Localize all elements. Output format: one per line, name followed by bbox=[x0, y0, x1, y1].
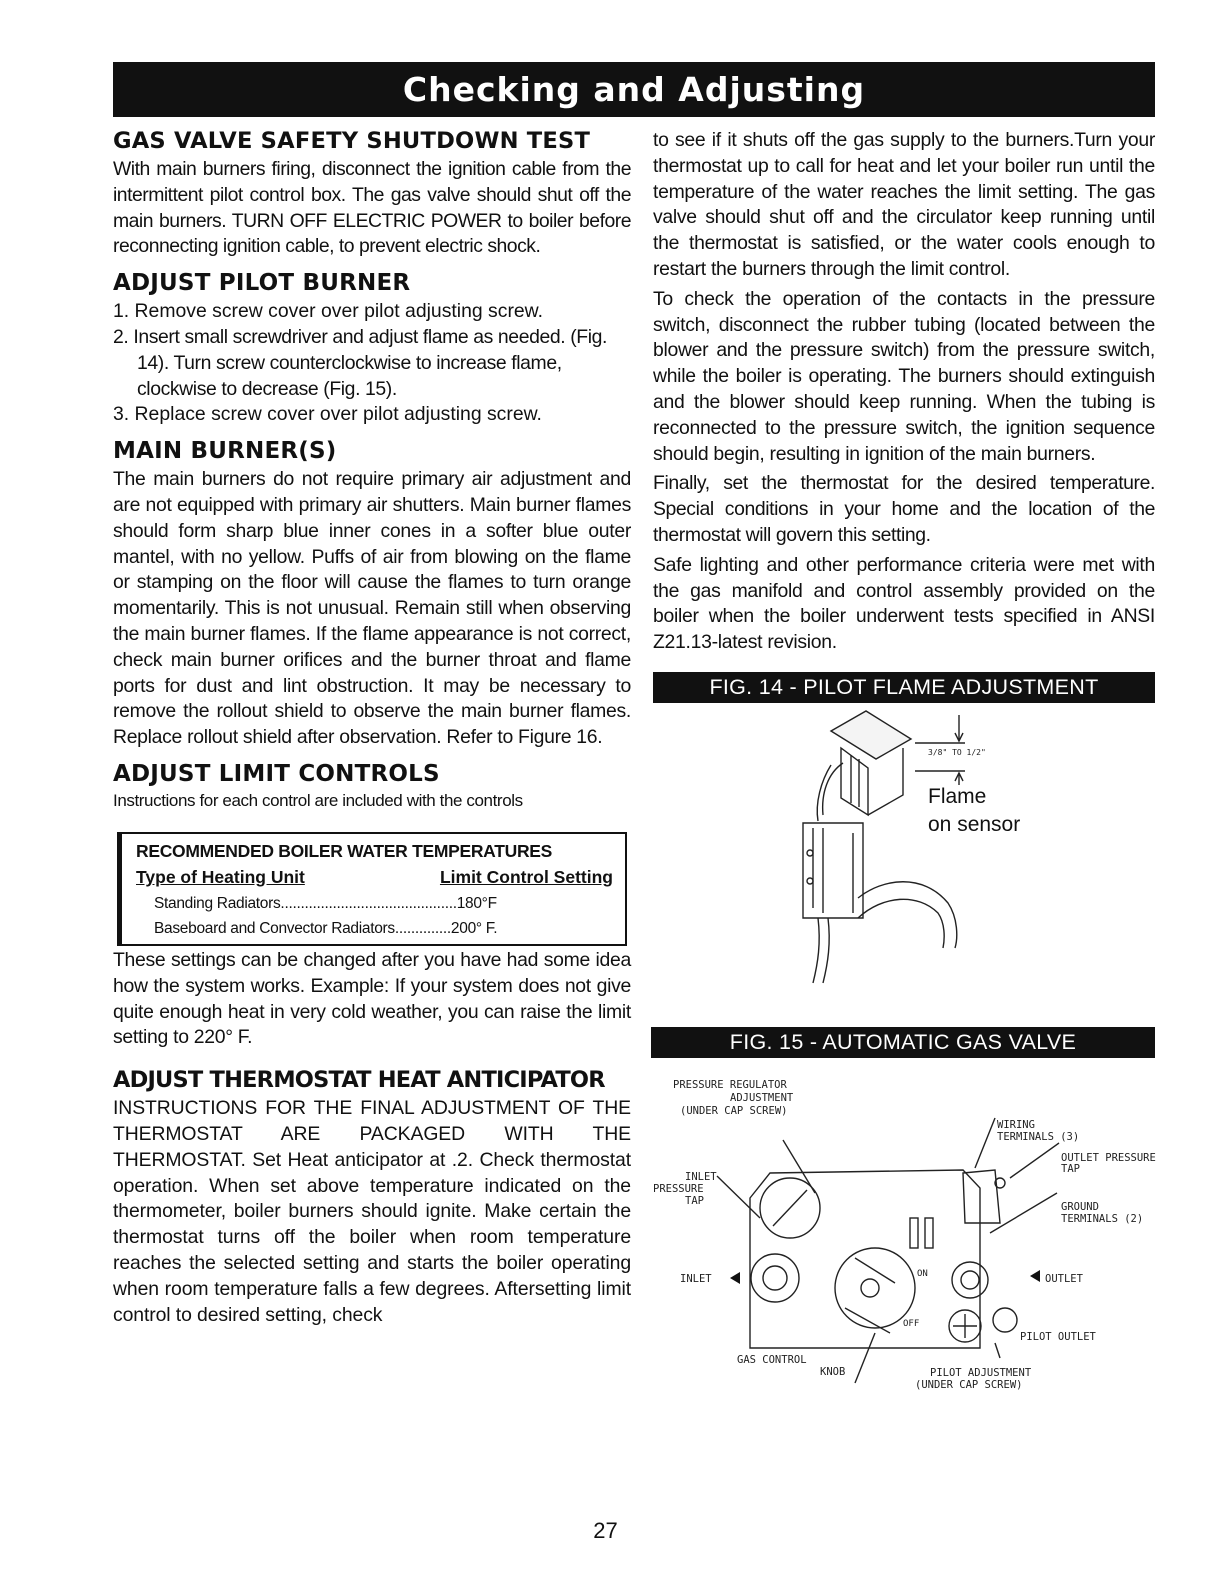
pilot-flame-diagram bbox=[653, 703, 1155, 1003]
temperature-table bbox=[117, 832, 627, 946]
limit-after: These settings can be changed after you have had some idea how the system works. Example: If your system does not give quite enough heat in very cold weather, you can raise the limit setting to 220° F. bbox=[113, 948, 631, 1049]
pilot-step: 1. Remove screw cover over pilot adjusting screw. bbox=[113, 300, 544, 323]
label-padj1: PILOT ADJUSTMENT bbox=[930, 1366, 1032, 1379]
dim-label: 3/8" TO 1/2" bbox=[928, 747, 986, 757]
table-row: Baseboard and Convector Radiators..............200° F. bbox=[154, 919, 498, 937]
label-inp3: TAP bbox=[685, 1194, 704, 1207]
right-paragraph-4: Safe lighting and other performance criteria were met with the gas manifold and control assembly provided on the boiler when the boiler underwent tests specified in ANSI Z21.13-latest revision. bbox=[653, 553, 1155, 654]
left-column bbox=[113, 128, 631, 1328]
pilot-steps bbox=[113, 299, 631, 428]
gas-valve-diagram bbox=[645, 1058, 1165, 1418]
label-reg3: (UNDER CAP SCREW) bbox=[680, 1104, 788, 1117]
label-outp2: TAP bbox=[1061, 1162, 1080, 1175]
label-inlet: INLET bbox=[680, 1272, 712, 1285]
label-knob2: KNOB bbox=[820, 1365, 846, 1378]
fig15-header: FIG. 15 - AUTOMATIC GAS VALVE bbox=[651, 1027, 1155, 1058]
label-reg2: ADJUSTMENT bbox=[730, 1091, 794, 1104]
pilot-step: 2. Insert small screwdriver and adjust flame as needed. (Fig. 14). Turn screw counterclockwise to increase flame, clockwise to decrease (Fig. 15). bbox=[113, 325, 607, 400]
column-header: Type of Heating Unit bbox=[136, 866, 305, 887]
label-gnd1: GROUND bbox=[1061, 1200, 1099, 1213]
column-header: Limit Control Setting bbox=[439, 866, 613, 887]
label-padj2: (UNDER CAP SCREW) bbox=[915, 1378, 1023, 1391]
table-title: RECOMMENDED BOILER WATER TEMPERATURES bbox=[136, 840, 553, 861]
on-label: ON bbox=[917, 1268, 928, 1279]
table-header-row bbox=[136, 864, 617, 891]
pilot-heading: ADJUST PILOT BURNER bbox=[113, 270, 411, 297]
page-title: Checking and Adjusting bbox=[402, 70, 866, 109]
thermostat-heading: ADJUST THERMOSTAT HEAT ANTICIPATOR bbox=[113, 1067, 605, 1094]
pilot-step: 3. Replace screw cover over pilot adjusting screw. bbox=[113, 403, 542, 426]
off-label: OFF bbox=[903, 1318, 920, 1329]
sensor-label: on sensor bbox=[928, 812, 1021, 836]
label-gnd2: TERMINALS (2) bbox=[1061, 1212, 1144, 1225]
gas-valve-body: With main burners firing, disconnect the ignition cable from the intermittent pilot control box. The gas valve should shut off the main burners. TURN OFF ELECTRIC POWER to boiler before reconnecting ignition cable, to prevent electric shock. bbox=[113, 158, 631, 258]
main-burners-body: The main burners do not require primary air adjustment and are not equipped with primary air shutters. Main burner flames should form sharp blue inner cones in a softer blue outer mantel, with no yellow. Puffs of air from blowing on the flame or stamping on the floor will cause the flames to turn orange momentarily. This is not unusual. Remain still when observing the main burner flames. If the flame appearance is not correct, check main burner orifices and the burner throat and flame ports for dust and lint obstruction. It may be necessary to remove the rollout shield to observe the main burner flames. Replace rollout shield after observation. Refer to Figure 16. bbox=[113, 468, 631, 749]
label-inp1: INLET bbox=[685, 1170, 717, 1183]
label-wir1: WIRING bbox=[997, 1118, 1035, 1131]
thermostat-body: INSTRUCTIONS FOR THE FINAL ADJUSTMENT OF THE THERMOSTAT ARE PACKAGED WITH THE THERMOSTAT. Set Heat anticipator at .2. Check thermostat operation. When set above temperature indicated on the thermometer, boiler burners should ignite. Make certain the thermostat turns off the boiler when room temperature reaches the selected setting and starts the boiler operating when room temperature falls a few degrees. Aftersetting limit control to desired setting, check bbox=[113, 1097, 631, 1326]
limit-intro: Instructions for each control are included with the controls bbox=[113, 790, 523, 810]
right-paragraph-2: To check the operation of the contacts in the pressure switch, disconnect the rubber tubing (located between the blower and the pressure switch) from the pressure switch, while the boiler is operating. The burners should extinguish and the blower should keep running. When the tubing is reconnected to the pressure switch, the ignition sequence should begin, resulting in ignition of the main burners. bbox=[653, 287, 1155, 465]
page-number: 27 bbox=[593, 1518, 618, 1543]
label-inp2: PRESSURE bbox=[653, 1182, 704, 1195]
gas-valve-heading: GAS VALVE SAFETY SHUTDOWN TEST bbox=[113, 128, 591, 154]
fig14-header: FIG. 14 - PILOT FLAME ADJUSTMENT bbox=[653, 672, 1155, 703]
label-reg1: PRESSURE REGULATOR bbox=[673, 1078, 787, 1091]
right-paragraph-1: to see if it shuts off the gas supply to the burners.Turn your thermostat up to call for heat and let your boiler run until the temperature of the water reaches the limit setting. The gas valve should shut off and the circulator keep running until the thermostat is satisfied, or the water cools enough to restart the burners through the limit control. bbox=[653, 129, 1155, 280]
label-pilot-outlet: PILOT OUTLET bbox=[1020, 1330, 1096, 1343]
right-paragraph-3: Finally, set the thermostat for the desired temperature. Special conditions in your home and the location of the thermostat will govern this setting. bbox=[653, 472, 1155, 546]
table-row: Standing Radiators............................................180°F bbox=[154, 894, 497, 912]
label-outlet: OUTLET bbox=[1045, 1272, 1083, 1285]
label-knob1: GAS CONTROL bbox=[737, 1353, 807, 1366]
page-title-banner bbox=[113, 62, 1155, 117]
label-wir2: TERMINALS (3) bbox=[997, 1130, 1080, 1143]
label-outp1: OUTLET PRESSURE bbox=[1061, 1151, 1156, 1164]
main-burners-heading: MAIN BURNER(S) bbox=[113, 438, 337, 465]
flame-label: Flame bbox=[928, 784, 987, 808]
limit-heading: ADJUST LIMIT CONTROLS bbox=[113, 760, 440, 787]
right-column bbox=[653, 128, 1155, 1418]
